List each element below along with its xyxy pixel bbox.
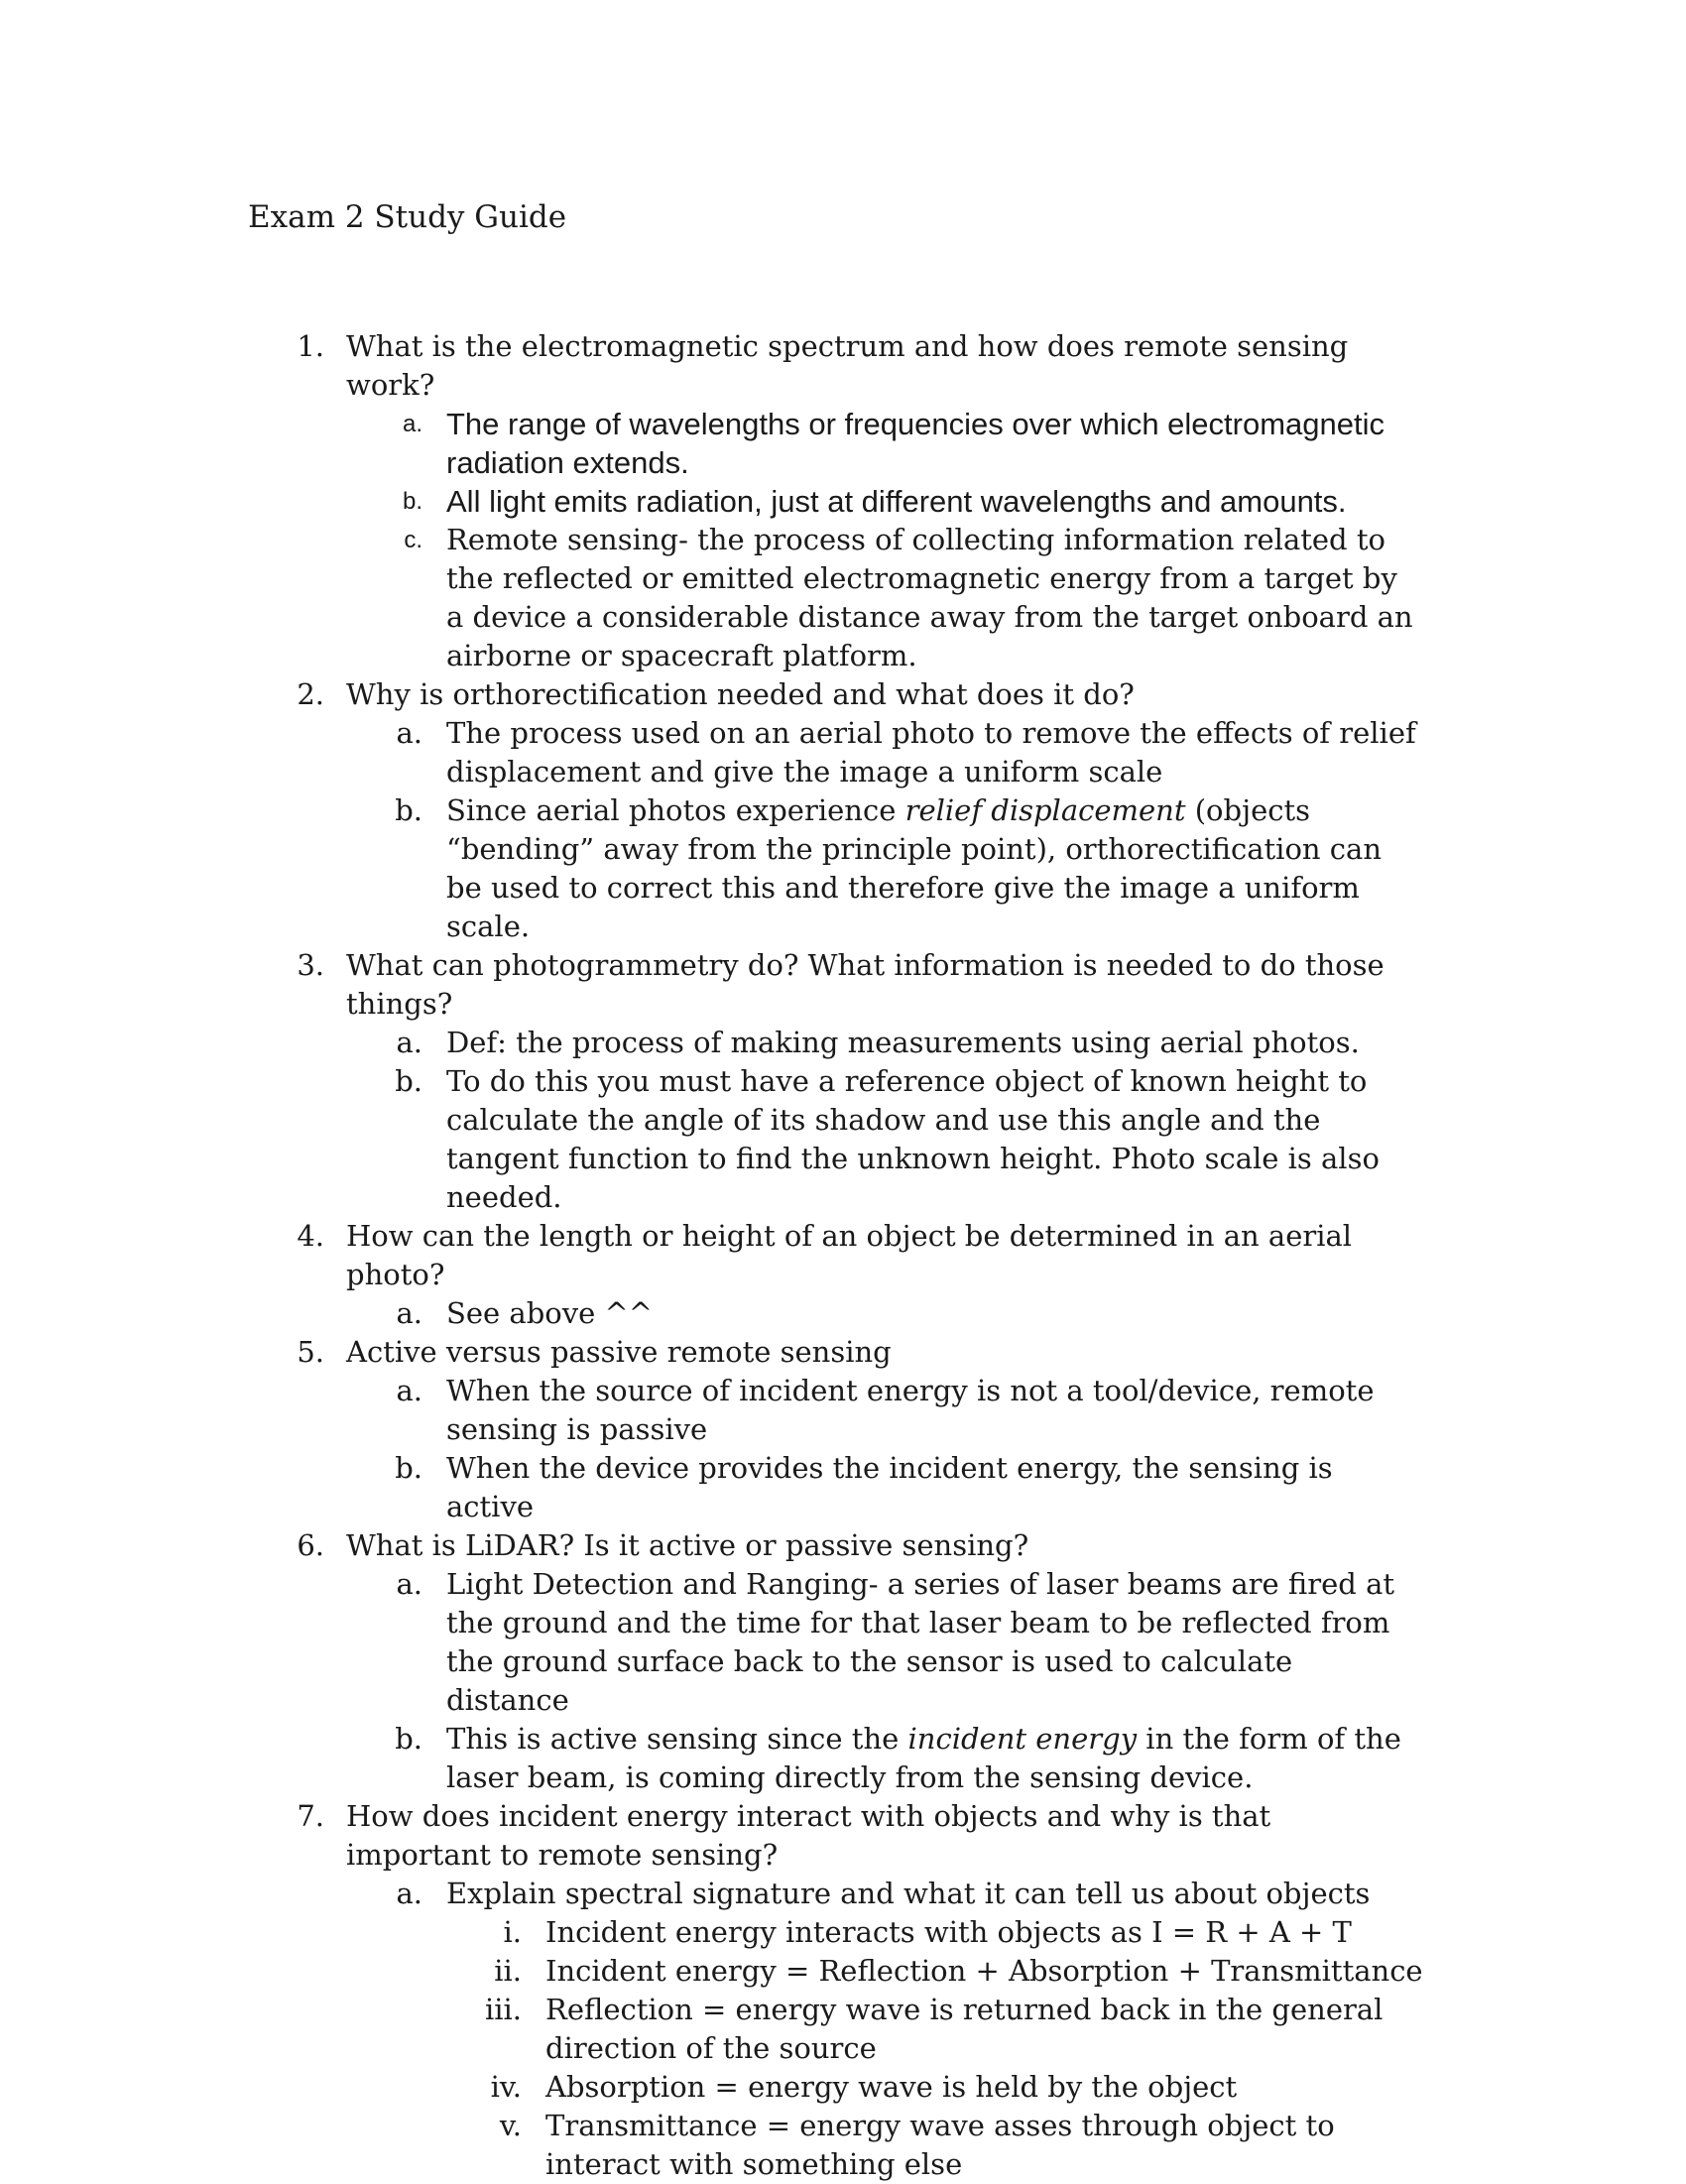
subitem-7a-v (0, 2107, 1423, 2184)
answer-marker: c. (404, 527, 422, 553)
answer-text: The range of wavelengths or frequencies over which electromagnetic radiation extends. (446, 407, 1385, 480)
subitem-7a-iii (0, 1991, 1423, 2068)
answer-marker: b. (395, 793, 422, 827)
answer-6a (0, 1565, 1423, 1720)
answer-text: Explain spectral signature and what it can tell us about objects (446, 1877, 1371, 1910)
answer-3a (0, 1024, 1423, 1062)
answer-text: All light emits radiation, just at different wavelengths and amounts. (446, 484, 1347, 519)
answer-text: This is active sensing since the incident energy in the form of the laser beam, is coming directly from the sensing device. (446, 1722, 1401, 1794)
answer-text: See above ^^ (446, 1296, 654, 1330)
subitem-marker: iv. (490, 2070, 522, 2104)
subitem-text: Reflection = energy wave is returned back in the general direction of the source (545, 1993, 1384, 2065)
question-7 (0, 1797, 1422, 1875)
question-1 (0, 327, 1422, 405)
question-3 (0, 946, 1422, 1024)
answer-2b (0, 791, 1423, 946)
question-5 (0, 1333, 1422, 1372)
question-text: How does incident energy interact with objects and why is that important to remote sensing? (346, 1799, 1271, 1872)
answer-3b (0, 1062, 1423, 1217)
question-number: 7. (297, 1799, 324, 1833)
question-number: 1. (297, 329, 324, 363)
subitem-7a-i (0, 1913, 1423, 1952)
answer-marker: b. (395, 1722, 422, 1756)
answer-6b (0, 1720, 1423, 1797)
answer-1a (0, 405, 1423, 482)
answer-marker: a. (402, 411, 422, 437)
question-4 (0, 1217, 1422, 1294)
answer-5a (0, 1372, 1423, 1449)
answer-text: Light Detection and Ranging- a series of laser beams are fired at the ground and the time for that laser beam to be reflected from the ground surface back to the sensor is used to calculate distance (446, 1567, 1395, 1717)
question-2 (0, 675, 1422, 714)
subitem-7a-iv (0, 2068, 1423, 2107)
answer-marker: a. (396, 1026, 422, 1059)
answer-marker: b. (395, 1064, 422, 1098)
question-text: Why is orthorectification needed and what does it do? (346, 677, 1135, 711)
question-number: 5. (297, 1335, 324, 1369)
question-number: 2. (297, 677, 324, 711)
subitem-text: Absorption = energy wave is held by the object (545, 2070, 1238, 2104)
page-title: Exam 2 Study Guide (248, 199, 567, 235)
subitem-text: Incident energy interacts with objects as I = R + A + T (545, 1915, 1352, 1949)
question-text: Active versus passive remote sensing (346, 1335, 892, 1369)
question-number: 6. (297, 1528, 324, 1562)
answer-5b (0, 1449, 1423, 1526)
question-number: 3. (297, 948, 324, 982)
subitem-marker: v. (499, 2109, 522, 2142)
answer-4a (0, 1294, 1423, 1333)
answer-text: When the source of incident energy is not a tool/device, remote sensing is passive (446, 1374, 1375, 1446)
subitem-7a-ii (0, 1952, 1423, 1991)
answer-marker: a. (396, 1567, 422, 1601)
question-6 (0, 1526, 1422, 1565)
subitem-text: Incident energy = Reflection + Absorption + Transmittance (545, 1954, 1423, 1988)
answer-marker: b. (395, 1451, 422, 1485)
answer-text: Remote sensing- the process of collecting information related to the reflected or emitted electromagnetic energy from a target by a device a considerable distance away from the target onboard an airborne or spacecraft platform. (446, 523, 1413, 672)
answer-text: When the device provides the incident energy, the sensing is active (446, 1451, 1333, 1523)
answer-text: To do this you must have a reference object of known height to calculate the angle of its shadow and use this angle and the tangent function to find the unknown height. Photo scale is also needed. (446, 1064, 1380, 1214)
answer-marker: a. (396, 1374, 422, 1407)
answer-7a (0, 1875, 1423, 1913)
question-text: What is the electromagnetic spectrum and how does remote sensing work? (346, 329, 1349, 402)
answer-text: The process used on an aerial photo to remove the effects of relief displacement and give the image a uniform scale (446, 716, 1416, 789)
answer-text: Since aerial photos experience relief displacement (objects “bending” away from the principle point), orthorectification can be used to correct this and therefore give the image a uniform scale. (446, 793, 1383, 943)
answer-marker: a. (396, 1296, 422, 1330)
question-text: What can photogrammetry do? What information is needed to do those things? (346, 948, 1385, 1021)
answer-1c (0, 521, 1423, 675)
subitem-marker: i. (503, 1915, 522, 1949)
subitem-marker: iii. (484, 1993, 522, 2026)
subitem-text: Transmittance = energy wave asses through object to interact with something else (545, 2109, 1335, 2181)
question-number: 4. (297, 1219, 324, 1253)
answer-2a (0, 714, 1423, 791)
study-guide-list (0, 327, 1686, 2184)
emphasized-term: relief displacement (904, 793, 1186, 827)
subitem-marker: ii. (494, 1954, 522, 1988)
emphasized-term: incident energy (907, 1722, 1138, 1756)
answer-marker: b. (402, 488, 422, 515)
answer-marker: a. (396, 1877, 422, 1910)
question-text: How can the length or height of an object be determined in an aerial photo? (346, 1219, 1353, 1291)
answer-1b (0, 482, 1423, 521)
answer-marker: a. (396, 716, 422, 750)
answer-text: Def: the process of making measurements using aerial photos. (446, 1026, 1360, 1059)
question-text: What is LiDAR? Is it active or passive sensing? (346, 1528, 1029, 1562)
